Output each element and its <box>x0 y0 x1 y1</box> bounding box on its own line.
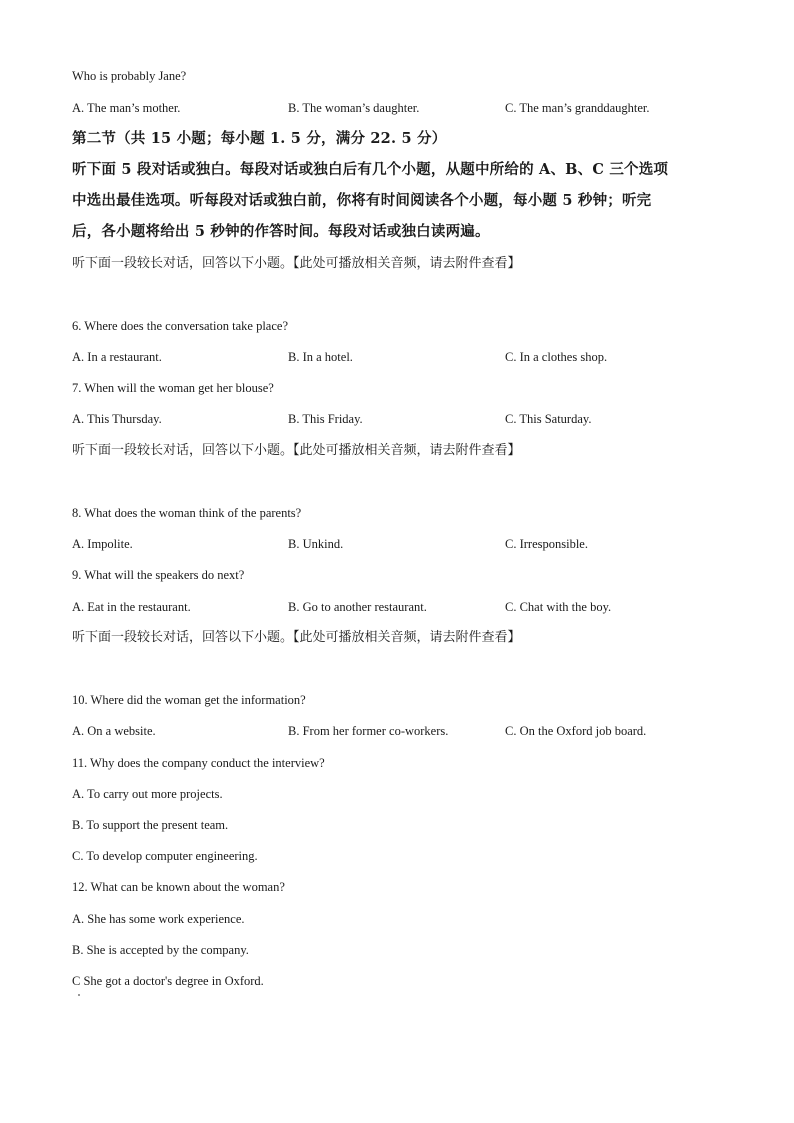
question-8-option-a: A. Impolite. <box>72 537 133 551</box>
audio-note: 听下面一段较长对话，回答以下小题。【此处可播放相关音频，请去附件查看】 <box>72 256 521 271</box>
question-10-option-a: A. On a website. <box>72 724 156 738</box>
question-9-option-b: B. Go to another restaurant. <box>288 600 427 614</box>
question-5-option-b: B. The woman’s daughter. <box>288 101 420 115</box>
question-11-option-b: B. To support the present team. <box>72 818 229 832</box>
section-instructions-line-3: 后，各小题将给出 5 秒钟的作答时间。每段对话或独白读两遍。 <box>72 223 490 240</box>
audio-note: 听下面一段较长对话，回答以下小题。【此处可播放相关音频，请去附件查看】 <box>72 443 521 458</box>
question-11-option-c: C. To develop computer engineering. <box>72 849 258 863</box>
question-8-stem: 8. What does the woman think of the parents? <box>72 506 302 520</box>
question-7-stem: 7. When will the woman get her blouse? <box>72 381 274 395</box>
question-10-option-b: B. From her former co-workers. <box>288 724 449 738</box>
question-7-option-c: C. This Saturday. <box>505 412 592 426</box>
question-7-option-a: A. This Thursday. <box>72 412 162 426</box>
question-11-stem: 11. Why does the company conduct the interview? <box>72 756 325 770</box>
question-5-stem: Who is probably Jane? <box>72 69 187 83</box>
question-8-option-b: B. Unkind. <box>288 537 344 551</box>
question-11-option-a: A. To carry out more projects. <box>72 787 223 801</box>
question-9-stem: 9. What will the speakers do next? <box>72 568 245 582</box>
question-12-option-b: B. She is accepted by the company. <box>72 943 249 957</box>
question-9-option-c: C. Chat with the boy. <box>505 600 612 614</box>
section-header: 第二节（共 15 小题；每小题 1. 5 分，满分 22. 5 分） <box>72 130 447 147</box>
question-10-stem: 10. Where did the woman get the information? <box>72 693 306 707</box>
question-8-option-c: C. Irresponsible. <box>505 537 588 551</box>
question-6-stem: 6. Where does the conversation take place? <box>72 319 288 333</box>
section-instructions-line-2: 中选出最佳选项。听每段对话或独白前，你将有时间阅读各个小题，每小题 5 秒钟；听完 <box>72 192 652 209</box>
question-7-option-b: B. This Friday. <box>288 412 363 426</box>
audio-note: 听下面一段较长对话，回答以下小题。【此处可播放相关音频，请去附件查看】 <box>72 630 521 645</box>
stray-mark <box>78 994 80 996</box>
question-5-option-c: C. The man’s granddaughter. <box>505 101 650 115</box>
question-6-option-a: A. In a restaurant. <box>72 350 162 364</box>
question-5-option-a: A. The man’s mother. <box>72 101 181 115</box>
question-6-option-c: C. In a clothes shop. <box>505 350 608 364</box>
question-12-option-c: C She got a doctor's degree in Oxford. <box>72 974 264 988</box>
question-12-stem: 12. What can be known about the woman? <box>72 880 285 894</box>
question-10-option-c: C. On the Oxford job board. <box>505 724 647 738</box>
section-instructions-line-1: 听下面 5 段对话或独白。每段对话或独白后有几个小题，从题中所给的 A、B、C 三个选项 <box>72 161 669 178</box>
question-9-option-a: A. Eat in the restaurant. <box>72 600 191 614</box>
question-12-option-a: A. She has some work experience. <box>72 912 245 926</box>
question-6-option-b: B. In a hotel. <box>288 350 353 364</box>
